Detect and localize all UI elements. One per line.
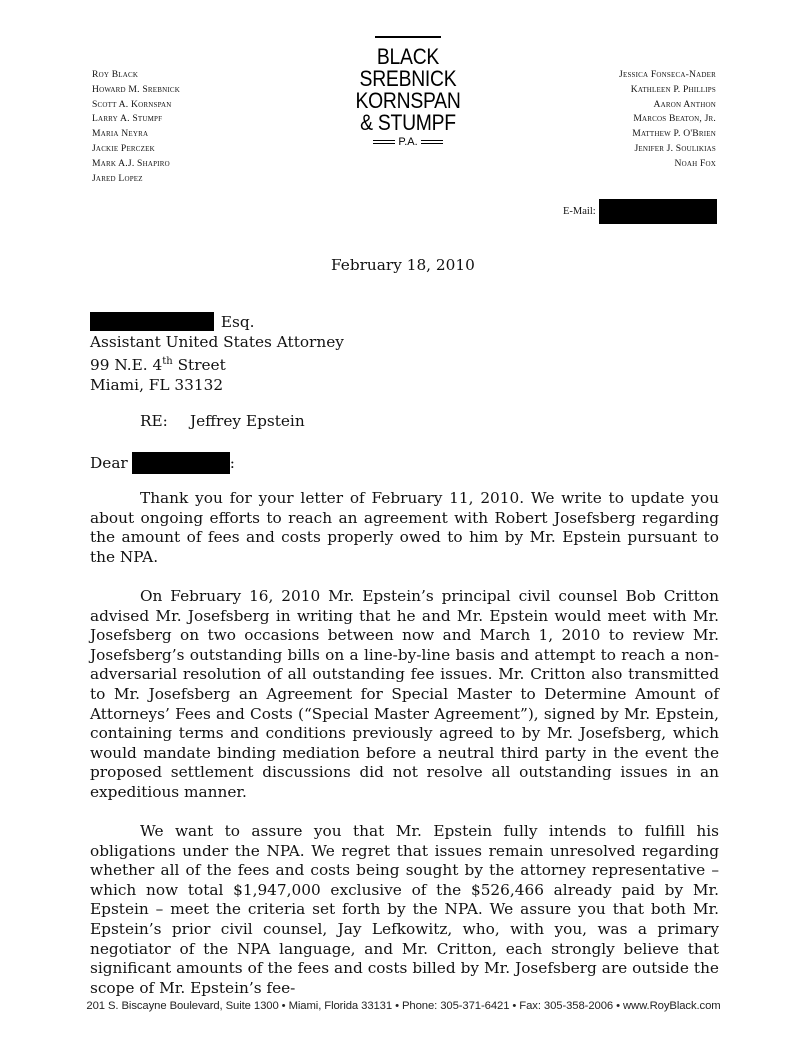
attorney-name: Kathleen P. Phillips xyxy=(630,83,716,95)
attorney-name: Howard M. Srebnick xyxy=(92,83,180,95)
address-ordinal: th xyxy=(162,356,173,367)
re-subject: Jeffrey Epstein xyxy=(190,412,305,430)
paragraph-text: We want to assure you that Mr. Epstein fully intends to fulfill his obligations under the NPA. We regret that issues remain unresolved regarding whether all of the fees and costs being sought by the attorney representative – which now total $1,947,000 exclusive of the $526,466 already paid by Mr. Epstein – meet the criteria set forth by the NPA. We assure you that both Mr. Epstein’s prior civil counsel, Jay Lefkowitz, who, with you, was a primary negotiator of the NPA language, and Mr. Critton, each strongly believe that significant amounts of the fees and costs billed by Mr. Josefsberg are outside the scope of Mr. Epstein’s fee- xyxy=(90,822,719,997)
attorney-name: Aaron Anthon xyxy=(653,98,716,110)
letterhead-footer: 201 S. Biscayne Boulevard, Suite 1300 • Miami, Florida 33131 • Phone: 305-371-6421 • Fax: 305-358-2006 • www.RoyBlack.com xyxy=(86,1000,721,1012)
attorney-name: Jessica Fonseca-Nader xyxy=(619,69,716,80)
logo-pa xyxy=(340,136,476,148)
body-paragraph xyxy=(90,489,719,567)
recipient-title: Assistant United States Attorney xyxy=(90,332,344,351)
address-street-line xyxy=(90,352,344,376)
paragraph-text: Thank you for your letter of February 11, 2010. We write to update you about ongoing efforts to reach an agreement with Robert Josefsberg regarding the amount of fees and costs properly owed to him by Mr. Epstein pursuant to the NPA. xyxy=(90,489,719,566)
recipient-address xyxy=(90,312,344,395)
salutation-word: Dear xyxy=(90,454,128,472)
logo-dash xyxy=(421,140,443,144)
redaction-box xyxy=(132,452,230,474)
body-paragraph xyxy=(90,822,719,998)
attorney-name: Mark A.J. Shapiro xyxy=(92,157,170,169)
re-line xyxy=(140,412,305,430)
recipient-name-line xyxy=(90,312,344,333)
paragraph-text: On February 16, 2010 Mr. Epstein’s principal civil counsel Bob Critton advised Mr. Josefsberg in writing that he and Mr. Epstein would meet with Mr. Josefsberg on two occasions between now and March 1, 2010 to review Mr. Josefsberg’s outstanding bills on a line-by-line basis and attempt to reach a non-adversarial resolution of all outstanding fee issues. Mr. Critton also transmitted to Mr. Josefsberg an Agreement for Special Master to Determine Amount of Attorneys’ Fees and Costs (“Special Master Agreement”), signed by Mr. Epstein, containing terms and conditions previously agreed to by Mr. Josefsberg, which would mandate binding mediation before a neutral third party in the event the proposed settlement discussions did not resolve all outstanding issues in an expeditious manner. xyxy=(90,587,719,801)
body-paragraph xyxy=(90,587,719,803)
attorney-list-right xyxy=(619,68,716,172)
attorney-name: Marcos Beaton, Jr. xyxy=(633,113,716,125)
logo-top-rule xyxy=(375,36,441,38)
re-label: RE: xyxy=(140,412,168,430)
attorney-name: Matthew P. O'Brien xyxy=(632,128,716,140)
recipient-suffix: Esq. xyxy=(220,313,255,331)
attorney-name: Larry A. Stumpf xyxy=(92,113,163,125)
logo-dash xyxy=(373,140,395,144)
attorney-list-left xyxy=(92,68,180,186)
letter-date: February 18, 2010 xyxy=(331,256,475,274)
email-label: E-Mail: xyxy=(563,206,596,217)
email-line xyxy=(563,199,717,224)
address-street: Street xyxy=(172,356,226,375)
redaction-box xyxy=(90,312,214,331)
salutation xyxy=(90,452,235,474)
logo-line: SREBNICK xyxy=(359,66,457,91)
firm-logo xyxy=(340,36,476,148)
address-number: 99 N.E. 4 xyxy=(90,356,163,375)
redaction-box xyxy=(599,199,717,224)
logo-line: KORNSPAN xyxy=(355,88,461,113)
attorney-name: Jackie Perczek xyxy=(92,142,155,154)
logo-line: & STUMPF xyxy=(360,110,456,135)
attorney-name: Noah Fox xyxy=(674,157,716,169)
firm-suffix: P.A. xyxy=(398,136,418,148)
attorney-name: Maria Neyra xyxy=(92,128,149,140)
attorney-name: Jared Lopez xyxy=(92,172,143,184)
logo-line: BLACK xyxy=(376,44,440,69)
attorney-name: Scott A. Kornspan xyxy=(92,98,172,110)
attorney-name: Jenifer J. Soulikias xyxy=(634,142,716,154)
attorney-name: Roy Black xyxy=(92,69,139,80)
salutation-colon: : xyxy=(229,454,235,472)
address-city: Miami, FL 33132 xyxy=(90,375,224,394)
